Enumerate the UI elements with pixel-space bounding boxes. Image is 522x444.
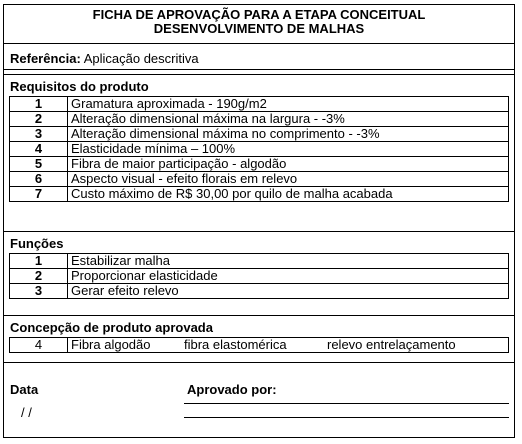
divider bbox=[4, 69, 514, 70]
approved-by-label: Aprovado por: bbox=[187, 382, 277, 397]
date-value: / / bbox=[21, 405, 32, 420]
concept-part-elastomer: fibra elastomérica bbox=[184, 337, 287, 352]
item-number: 3 bbox=[10, 284, 68, 299]
reference-row bbox=[10, 51, 199, 66]
function-row bbox=[10, 284, 509, 299]
item-text: Elasticidade mínima – 100% bbox=[68, 142, 509, 157]
function-row bbox=[10, 269, 509, 284]
item-text: Fibra de maior participação - algodão bbox=[68, 157, 509, 172]
date-label: Data bbox=[10, 382, 39, 397]
divider bbox=[4, 74, 514, 75]
divider bbox=[4, 231, 514, 232]
requirement-row bbox=[10, 172, 509, 187]
functions-table bbox=[9, 253, 509, 299]
item-number: 5 bbox=[10, 157, 68, 172]
concept-heading: Concepção de produto aprovada bbox=[10, 320, 213, 335]
title-line-2: DESENVOLVIMENTO DE MALHAS bbox=[153, 21, 365, 36]
functions-heading: Funções bbox=[10, 236, 64, 251]
item-number: 6 bbox=[10, 172, 68, 187]
signature-line bbox=[184, 417, 509, 418]
requirements-table bbox=[9, 96, 509, 202]
item-number: 2 bbox=[10, 112, 68, 127]
requirement-row bbox=[10, 127, 509, 142]
item-text: Gramatura aproximada - 190g/m2 bbox=[68, 97, 509, 112]
concept-part-fiber: Fibra algodão bbox=[71, 337, 151, 352]
signature-line bbox=[184, 403, 509, 404]
item-number: 1 bbox=[10, 254, 68, 269]
concept-table bbox=[9, 337, 509, 353]
item-number: 4 bbox=[10, 142, 68, 157]
divider bbox=[4, 43, 514, 44]
item-text: Custo máximo de R$ 30,00 por quilo de malha acabada bbox=[68, 187, 509, 202]
requirement-row bbox=[10, 142, 509, 157]
item-text: Proporcionar elasticidade bbox=[68, 269, 509, 284]
item-number: 7 bbox=[10, 187, 68, 202]
divider bbox=[4, 315, 514, 316]
function-row bbox=[10, 254, 509, 269]
item-text: Aspecto visual - efeito florais em relevo bbox=[68, 172, 509, 187]
item-number: 1 bbox=[10, 97, 68, 112]
title-line-1: FICHA DE APROVAÇÃO PARA A ETAPA CONCEITUAL bbox=[92, 7, 426, 22]
divider bbox=[4, 362, 514, 363]
approval-form bbox=[3, 4, 515, 438]
requirement-row bbox=[10, 112, 509, 127]
item-text: Alteração dimensional máxima no comprimento - -3% bbox=[68, 127, 509, 142]
item-number: 3 bbox=[10, 127, 68, 142]
requirement-row bbox=[10, 157, 509, 172]
concept-number: 4 bbox=[10, 338, 68, 353]
item-number: 2 bbox=[10, 269, 68, 284]
item-text: Alteração dimensional máxima na largura - -3% bbox=[68, 112, 509, 127]
concept-description bbox=[68, 338, 509, 353]
form-title bbox=[4, 8, 514, 36]
requirements-heading: Requisitos do produto bbox=[10, 79, 149, 94]
item-text: Estabilizar malha bbox=[68, 254, 509, 269]
reference-label: Referência: bbox=[10, 51, 81, 66]
item-text: Gerar efeito relevo bbox=[68, 284, 509, 299]
requirement-row bbox=[10, 97, 509, 112]
concept-row bbox=[10, 338, 509, 353]
concept-part-relief: relevo entrelaçamento bbox=[327, 337, 456, 352]
reference-value: Aplicação descritiva bbox=[83, 51, 199, 66]
requirement-row bbox=[10, 187, 509, 202]
